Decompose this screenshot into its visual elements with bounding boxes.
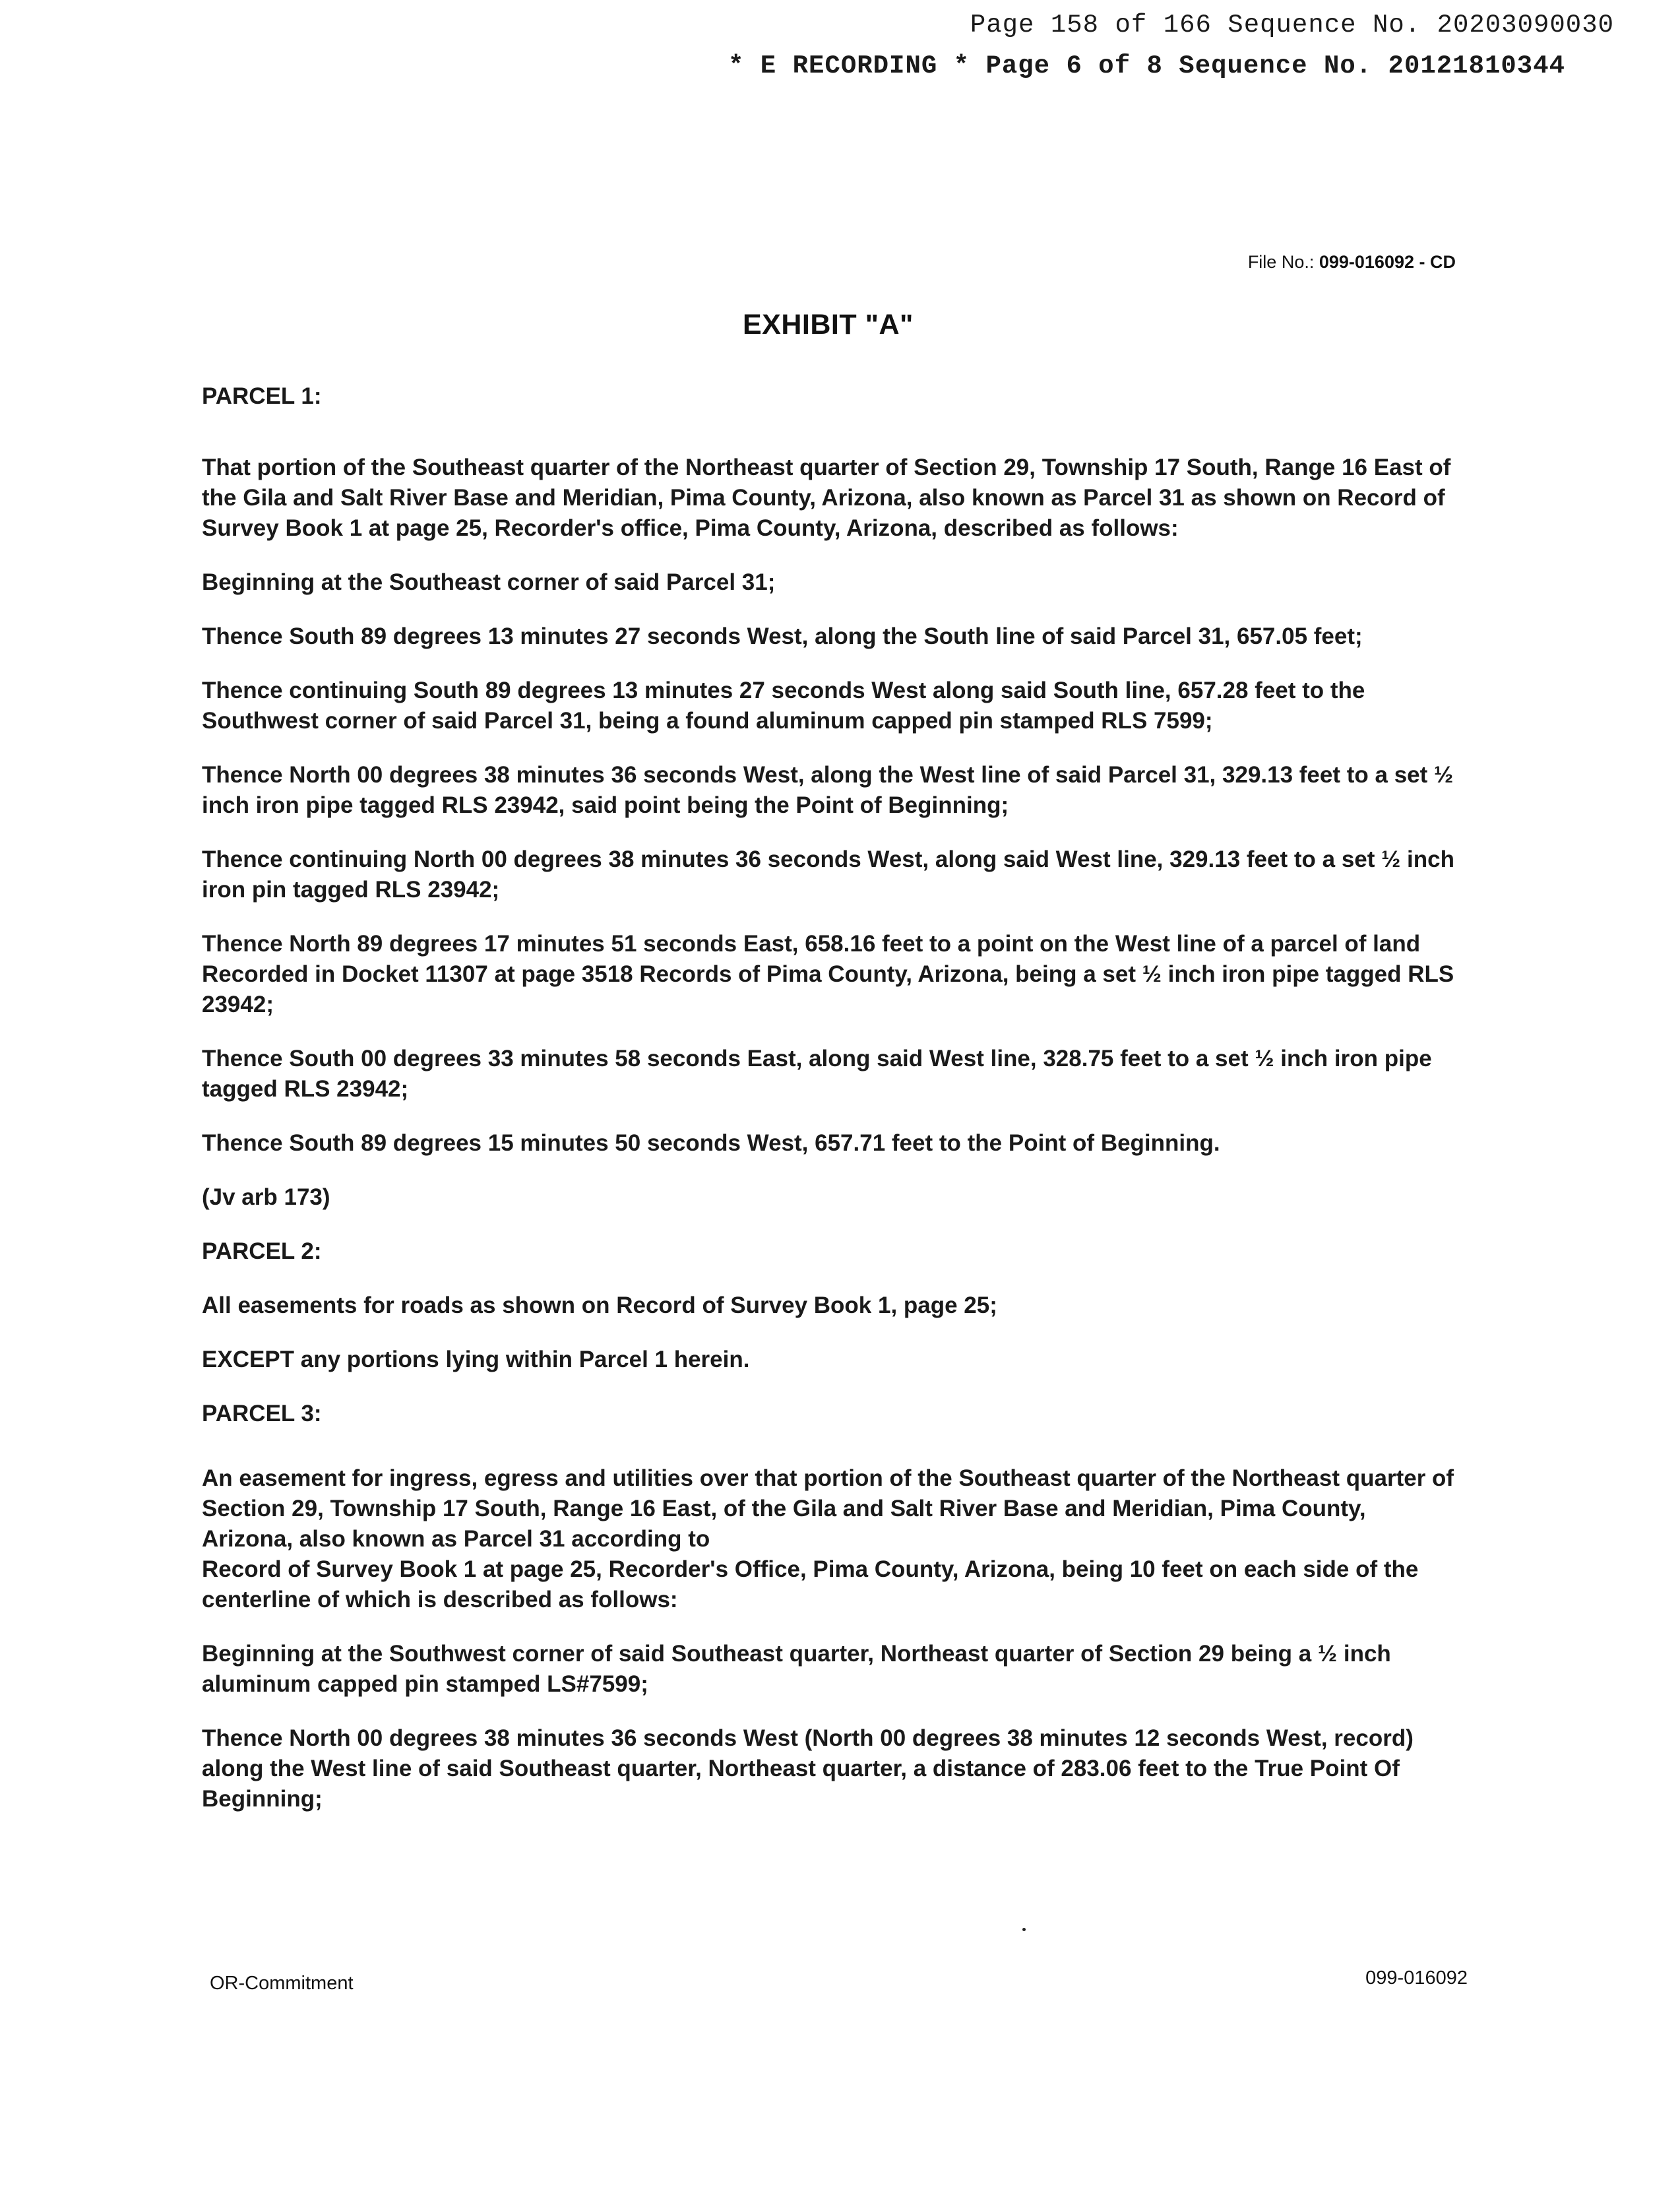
parcel-3-description-cont: Record of Survey Book 1 at page 25, Recorder's Office, Pima County, Arizona, being 10 feet on each side of the centerline of which is described as follows:: [202, 1556, 1419, 1612]
parcel-1-course-5: Thence North 89 degrees 17 minutes 51 seconds East, 658.16 feet to a point on the West line of a parcel of land Recorded in Docket 11307 at page 3518 Records of Pima County, Arizona, being a set ½ inch iron pipe tagged RLS 23942;: [202, 931, 1454, 1017]
parcel-3-course-1: Thence North 00 degrees 38 minutes 36 seconds West (North 00 degrees 38 minutes 12 seconds West, record) along the West line of said Southeast quarter, Northeast quarter, a distance of 283.06 feet to the True Point Of Beginning;: [202, 1725, 1414, 1812]
parcel-1-course-2: Thence continuing South 89 degrees 13 minutes 27 seconds West along said South line, 657.28 feet to the Southwest corner of said Parcel 31, being a found aluminum capped pin stamped RLS 7599;: [202, 678, 1365, 734]
footer-right-label: 099-016092: [1365, 1967, 1468, 1989]
document-body: [202, 381, 1462, 1814]
stray-mark: [1022, 1928, 1026, 1931]
page-title: EXHIBIT "A": [743, 309, 914, 340]
parcel-1-course-4: Thence continuing North 00 degrees 38 minutes 36 seconds West, along said West line, 329.13 feet to a set ½ inch iron pin tagged RLS 23942;: [202, 846, 1454, 903]
file-number-label: File No.:: [1247, 252, 1315, 272]
parcel-2-description: All easements for roads as shown on Record of Survey Book 1, page 25;: [202, 1292, 997, 1318]
file-number: [1248, 252, 1456, 272]
parcel-1-course-1: Thence South 89 degrees 13 minutes 27 seconds West, along the South line of said Parcel 31, 657.05 feet;: [202, 623, 1363, 649]
parcel-1-course-3: Thence North 00 degrees 38 minutes 36 seconds West, along the West line of said Parcel 31, 329.13 feet to a set ½ inch iron pipe tagged RLS 23942, said point being the Point of Beginning;: [202, 762, 1454, 818]
parcel-3-beginning: Beginning at the Southwest corner of said Southeast quarter, Northeast quarter of Section 29 being a ½ inch aluminum capped pin stamped LS#7599;: [202, 1641, 1391, 1697]
parcel-1-description: That portion of the Southeast quarter of the Northeast quarter of Section 29, Township 17 South, Range 16 East of the Gila and Salt River Base and Meridian, Pima County, Arizona, also known as Parcel 31 as shown on Record of Survey Book 1 at page 25, Recorder's office, Pima County, Arizona, described as follows:: [202, 455, 1451, 541]
footer-left-label: OR-Commitment: [210, 1973, 354, 1994]
file-number-value: 099-016092 - CD: [1319, 252, 1456, 272]
recording-stamp-line-2: * E RECORDING * Page 6 of 8 Sequence No. 20121810344: [728, 51, 1565, 80]
parcel-1-reference: (Jv arb 173): [202, 1184, 330, 1210]
parcel-1-course-6: Thence South 00 degrees 33 minutes 58 seconds East, along said West line, 328.75 feet to a set ½ inch iron pipe tagged RLS 23942;: [202, 1046, 1432, 1102]
parcel-1-heading: PARCEL 1:: [202, 383, 322, 409]
parcel-1-beginning: Beginning at the Southeast corner of said Parcel 31;: [202, 569, 776, 595]
parcel-2-exception: EXCEPT any portions lying within Parcel 1 herein.: [202, 1347, 750, 1372]
parcel-2-heading: PARCEL 2:: [202, 1238, 322, 1264]
recording-stamp-line-1: Page 158 of 166 Sequence No. 20203090030: [970, 11, 1614, 40]
parcel-1-course-7: Thence South 89 degrees 15 minutes 50 seconds West, 657.71 feet to the Point of Beginning.: [202, 1130, 1220, 1156]
parcel-3-heading: PARCEL 3:: [202, 1401, 322, 1426]
parcel-3-description: An easement for ingress, egress and utilities over that portion of the Southeast quarter of the Northeast quarter of Section 29, Township 17 South, Range 16 East, of the Gila and Salt River Base and Meridian, Pima County, Arizona, also known as Parcel 31 according to: [202, 1465, 1454, 1552]
